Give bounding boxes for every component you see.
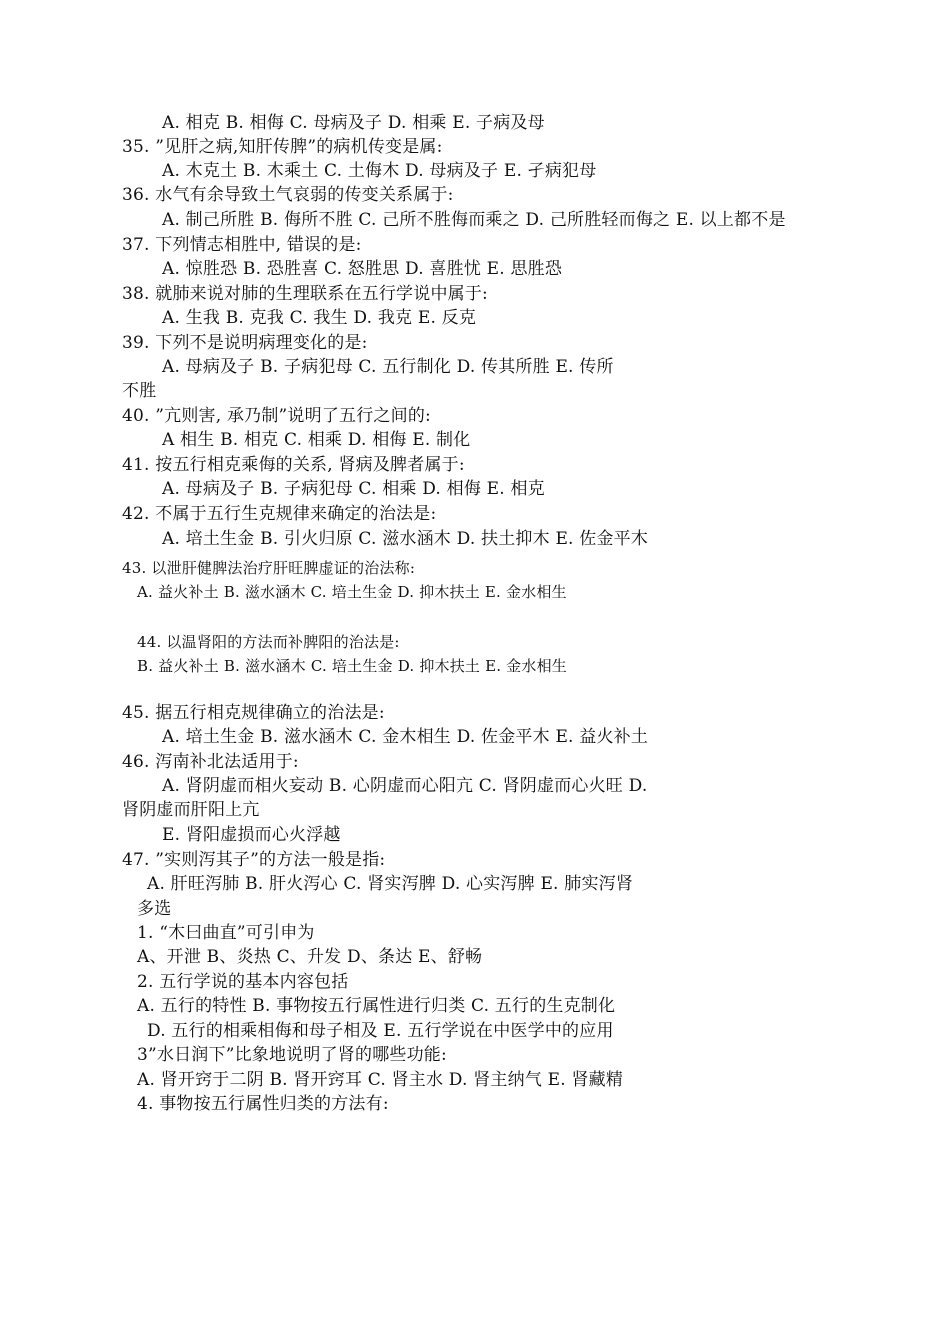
q40-options: A 相生 B. 相克 C. 相乘 D. 相侮 E. 制化 (162, 430, 471, 450)
q42-question: 42. 不属于五行生克规律来确定的治法是: (122, 504, 437, 524)
q38-options: A. 生我 B. 克我 C. 我生 D. 我克 E. 反克 (162, 308, 477, 328)
q37-options: A. 惊胜恐 B. 恐胜喜 C. 怒胜思 D. 喜胜忧 E. 思胜恐 (162, 259, 563, 279)
q38-question: 38. 就肺来说对肺的生理联系在五行学说中属于: (122, 284, 488, 304)
m2-options-wrap: D. 五行的相乘相侮和母子相及 E. 五行学说在中医学中的应用 (147, 1021, 614, 1041)
m2-question: 2. 五行学说的基本内容包括 (137, 972, 349, 992)
q37-question: 37. 下列情志相胜中, 错误的是: (122, 235, 362, 255)
q42-options: A. 培土生金 B. 引火归原 C. 滋水涵木 D. 扶土抑木 E. 佐金平木 (162, 529, 649, 549)
q47-question: 47. ”实则泻其子”的方法一般是指: (122, 850, 386, 870)
q35-question: 35. ”见肝之病,知肝传脾”的病机传变是属: (122, 137, 443, 157)
q44-question: 44. 以温肾阳的方法而补脾阳的治法是: (137, 633, 400, 651)
q46-question: 46. 泻南补北法适用于: (122, 752, 299, 772)
q47-options: A. 肝旺泻肺 B. 肝火泻心 C. 肾实泻脾 D. 心实泻脾 E. 肺实泻肾 (147, 874, 634, 894)
m1-question: 1. “木曰曲直”可引申为 (137, 923, 315, 943)
q46-option-e: E. 肾阳虚损而心火浮越 (162, 825, 341, 845)
q43-options: A. 益火补土 B. 滋水涵木 C. 培土生金 D. 抑木扶土 E. 金水相生 (137, 583, 567, 601)
m3-question: 3”水日润下”比象地说明了肾的哪些功能: (137, 1045, 447, 1065)
q39-question: 39. 下列不是说明病理变化的是: (122, 333, 368, 353)
q46-options: A. 肾阴虚而相火妄动 B. 心阴虚而心阳亢 C. 肾阴虚而心火旺 D. (162, 776, 648, 796)
q40-question: 40. ”亢则害, 承乃制”说明了五行之间的: (122, 406, 431, 426)
q45-question: 45. 据五行相克规律确立的治法是: (122, 703, 385, 723)
m4-question: 4. 事物按五行属性归类的方法有: (137, 1094, 389, 1114)
m2-options: A. 五行的特性 B. 事物按五行属性进行归类 C. 五行的生克制化 (137, 996, 616, 1016)
m3-options: A. 肾开窍于二阴 B. 肾开窍耳 C. 肾主水 D. 肾主纳气 E. 肾藏精 (137, 1070, 624, 1090)
q36-question: 36. 水气有余导致土气哀弱的传变关系属于: (122, 185, 454, 205)
q34-options: A. 相克 B. 相侮 C. 母病及子 D. 相乘 E. 子病及母 (162, 113, 545, 133)
q36-options: A. 制己所胜 B. 侮所不胜 C. 己所不胜侮而乘之 D. 己所胜轻而侮之 E. 以上都不是 (162, 210, 786, 230)
q46-options-wrap: 肾阴虚而肝阳上亢 (122, 800, 260, 820)
section-heading-multiple-choice: 多选 (137, 899, 172, 919)
q44-options: B. 益火补土 B. 滋水涵木 C. 培土生金 D. 抑木扶土 E. 金水相生 (137, 657, 567, 675)
q39-options: A. 母病及子 B. 子病犯母 C. 五行制化 D. 传其所胜 E. 传所 (162, 357, 614, 377)
m1-options: A、开泄 B、炎热 C、升发 D、条达 E、舒畅 (137, 947, 483, 967)
q41-options: A. 母病及子 B. 子病犯母 C. 相乘 D. 相侮 E. 相克 (162, 479, 545, 499)
q43-question: 43. 以泄肝健脾法治疗肝旺脾虚证的治法称: (122, 559, 416, 577)
q45-options: A. 培土生金 B. 滋水涵木 C. 金木相生 D. 佐金平木 E. 益火补土 (162, 727, 649, 747)
q39-options-wrap: 不胜 (122, 381, 157, 401)
q35-options: A. 木克土 B. 木乘土 C. 土侮木 D. 母病及子 E. 孑病犯母 (162, 161, 597, 181)
q41-question: 41. 按五行相克乘侮的关系, 肾病及脾者属于: (122, 455, 465, 475)
